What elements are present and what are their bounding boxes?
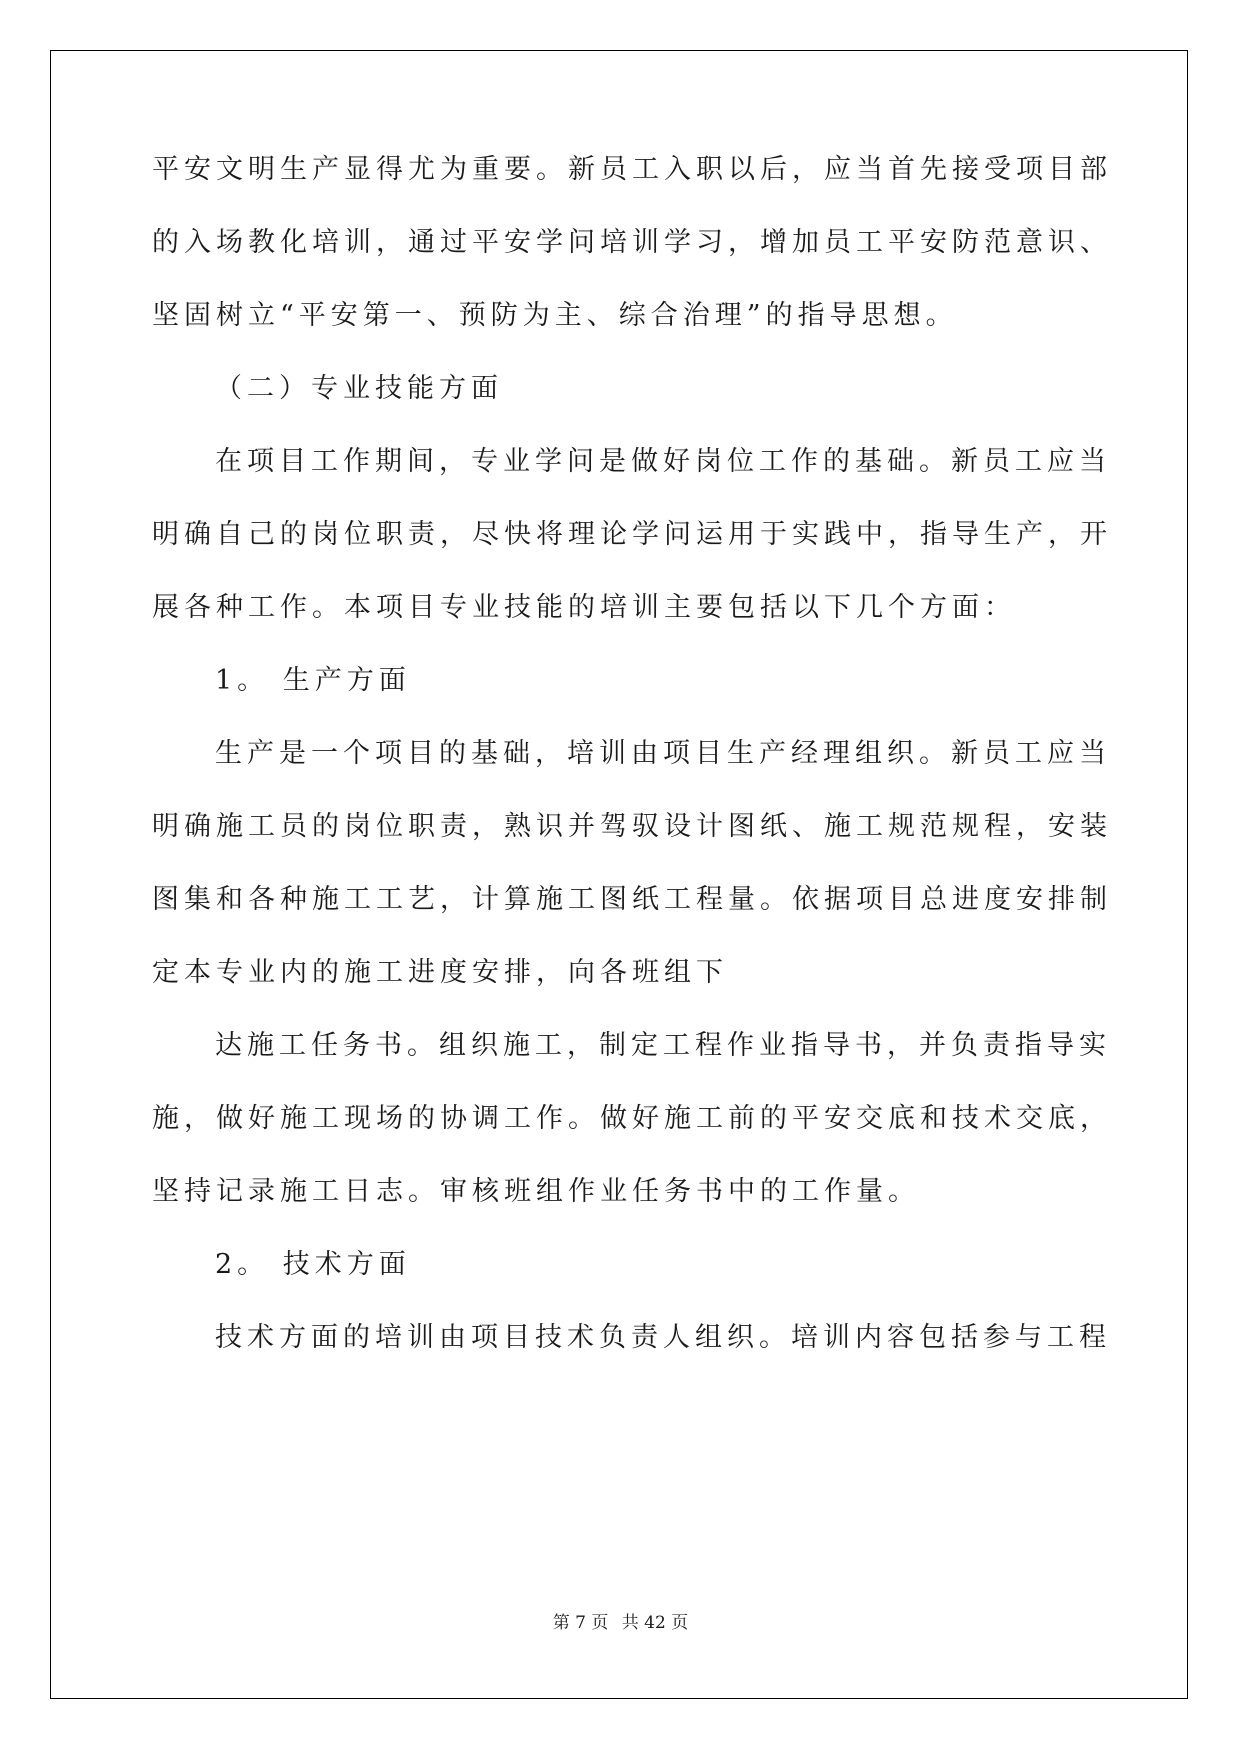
subsection-heading: 1。 生产方面 — [215, 665, 411, 696]
text-line: 明确施工员的岗位职责，熟识并驾驭设计图纸、施工规范规程，安装 — [152, 811, 1112, 842]
text-line: 展各种工作。本项目专业技能的培训主要包括以下几个方面： — [152, 592, 1016, 623]
text-line: 定本专业内的施工进度安排，向各班组下 — [152, 957, 728, 988]
text-line: 技术方面的培训由项目技术负责人组织。培训内容包括参与工程 — [215, 1322, 1111, 1353]
text-line: 的入场教化培训，通过平安学问培训学习，增加员工平安防范意识、 — [152, 227, 1112, 258]
text-line: 坚固树立“平安第一、预防为主、综合治理”的指导思想。 — [152, 300, 958, 331]
text-line: 在项目工作期间，专业学问是做好岗位工作的基础。新员工应当 — [215, 446, 1111, 477]
text-line: 生产是一个项目的基础，培训由项目生产经理组织。新员工应当 — [215, 738, 1111, 769]
text-line: 施，做好施工现场的协调工作。做好施工前的平安交底和技术交底， — [152, 1103, 1112, 1134]
text-line: 图集和各种施工工艺，计算施工图纸工程量。依据项目总进度安排制 — [152, 884, 1112, 915]
text-line: 达施工任务书。组织施工，制定工程作业指导书，并负责指导实 — [215, 1030, 1111, 1061]
total-pages: 共 42 页 — [621, 1613, 689, 1633]
page-number: 第 7 页 — [552, 1613, 609, 1633]
section-heading: （二）专业技能方面 — [215, 373, 503, 404]
text-line: 明确自己的岗位职责，尽快将理论学问运用于实践中，指导生产，开 — [152, 519, 1112, 550]
page-footer — [0, 1612, 1241, 1634]
text-line: 坚持记录施工日志。审核班组作业任务书中的工作量。 — [152, 1176, 920, 1207]
subsection-heading: 2。 技术方面 — [215, 1249, 411, 1280]
text-line: 平安文明生产显得尤为重要。新员工入职以后，应当首先接受项目部 — [152, 154, 1112, 185]
